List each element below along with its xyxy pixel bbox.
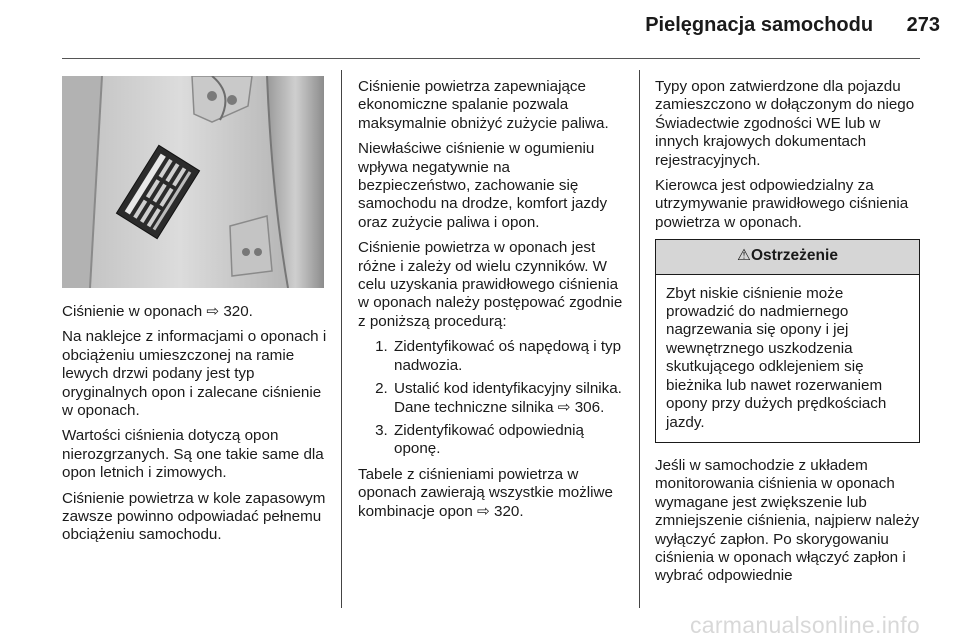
door-pillar-illustration	[62, 76, 324, 288]
paragraph: Jeśli w samochodzie z układem monitorowania ciśnienia w oponach wymagane jest zwiększenie lub zmniejszenie ciśnienia, najpierw należy wyłączyć zapłon. Po skorygowaniu ciśnienia w oponach włączyć zapłon i wybrać odpowiednie	[655, 456, 920, 585]
column-2	[358, 78, 624, 528]
paragraph: Ciśnienie powietrza w oponach jest różne i zależy od wielu czynników. W celu uzyskania prawidłowego ciśnienia w oponach należy postępować zgodnie z poniższą procedurą:	[358, 239, 623, 330]
page-reference-link[interactable]: 320.	[219, 303, 253, 320]
paragraph: Typy opon zatwierdzone dla pojazdu zamieszczono w dołączonym do niego Świadectwie zgodności WE lub w innych krajowych dokumentach rejestracyjnych.	[655, 78, 915, 169]
warning-title: Ostrzeżenie	[750, 247, 838, 265]
column-divider-2	[639, 70, 640, 608]
watermark: carmanualsonline.info	[689, 612, 920, 638]
column-1	[62, 303, 327, 552]
header-rule	[62, 58, 920, 59]
page-title: Pielęgnacja samochodu	[645, 14, 874, 36]
page-reference-link[interactable]: 320.	[489, 502, 524, 520]
warning-box	[655, 239, 920, 443]
page-reference-arrow-icon: ⇨	[557, 398, 571, 416]
reference-text: Ciśnienie w oponach	[62, 303, 207, 320]
paragraph: Niewłaściwe ciśnienie w ogumieniu wpływa negatywnie na bezpieczeństwo, zachowanie się samochodu na drodze, komfort jazdy oraz zużycie paliwa i opon.	[358, 140, 608, 231]
list-item: 2. Ustalić kod identyfikacyjny silnika. Dane techniczne silnika ⇨ 306.	[392, 380, 624, 417]
paragraph: Wartości ciśnienia dotyczą opon nierozgrzanych. Są one takie same dla opon letnich i zimowych.	[62, 427, 324, 482]
page-reference-link[interactable]: 306.	[570, 398, 605, 416]
tyre-pressure-reference	[62, 303, 327, 321]
warning-triangle-icon: ⚠	[737, 247, 751, 265]
warning-body: Zbyt niskie ciśnienie może prowadzić do nadmiernego nagrzewania się opony i jej wewnętrznego uszkodzenia skutkującego odklejeniem się bieżnika lub nawet rozerwaniem opony przy dużych prędkościach jazdy.	[666, 284, 887, 431]
tyre-pressure-sticker-photo	[62, 76, 324, 288]
paragraph: Na naklejce z informacjami o oponach i obciążeniu umieszczonej na ramie lewych drzwi podany jest typ oryginalnych opon i zalecane ciśnienie w oponach.	[62, 328, 327, 420]
column-divider-1	[341, 70, 342, 608]
list-item: 3. Zidentyfikować odpowiednią oponę.	[392, 422, 624, 459]
warning-header	[656, 240, 919, 274]
paragraph: Ciśnienie powietrza w kole zapasowym zawsze powinno odpowiadać pełnemu obciążeniu samochodu.	[62, 489, 326, 544]
procedure-list	[358, 338, 624, 458]
list-item: 1. Zidentyfikować oś napędową i typ nadwozia.	[392, 338, 624, 375]
column-3	[655, 78, 920, 593]
page-header	[0, 14, 940, 37]
page-reference-arrow-icon: ⇨	[477, 502, 490, 520]
paragraph: Ciśnienie powietrza zapewniające ekonomiczne spalanie pozwala maksymalnie obniżyć zużycie paliwa.	[358, 78, 609, 132]
page-reference-arrow-icon: ⇨	[206, 303, 220, 320]
page-number: 273	[906, 14, 940, 36]
tyre-tables-reference: Tabele z ciśnieniami powietrza w oponach zawierają wszystkie możliwe kombinacje opon ⇨ 320.	[358, 465, 613, 520]
paragraph: Kierowca jest odpowiedzialny za utrzymywanie prawidłowego ciśnienia powietrza w oponach.	[655, 177, 909, 231]
